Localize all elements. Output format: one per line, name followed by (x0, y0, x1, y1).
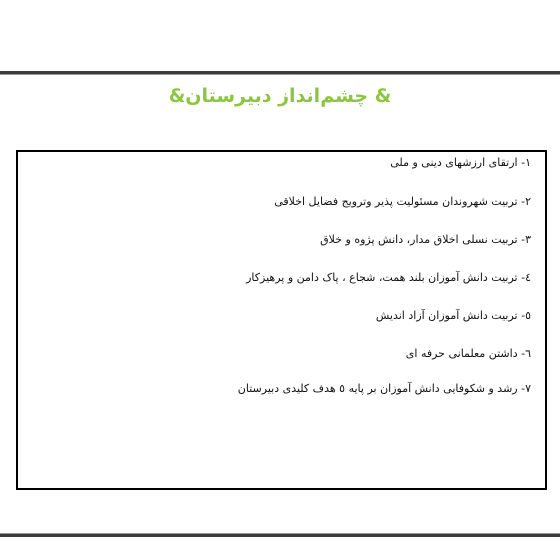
vision-list-box (16, 150, 547, 490)
page-title: & چشم‌انداز دبیرستان& (168, 85, 392, 107)
list-item-3: ۳- تربیت نسلی اخلاق مدار، دانش پژوه و خلاق (320, 233, 531, 246)
list-item-6: ٦- داشتن معلمانی حرفه ای (405, 347, 531, 360)
list-item-2: ۲- تربیت شهروندان مسئولیت پذیر وترویج فضایل اخلاقی (274, 195, 531, 208)
bottom-divider (0, 533, 560, 537)
list-item-4: ٤- تربیت دانش آموزان بلند همت، شجاع ، پاک دامن و پرهیزکار (246, 271, 531, 284)
list-item-1: ۱- ارتقای ارزشهای دینی و ملی (390, 156, 531, 169)
list-item-7: ۷- رشد و شکوفایی دانش آموزان بر پایه ٥ هدف کلیدی دبیرستان (237, 382, 531, 395)
top-divider (0, 71, 560, 75)
list-item-5: ٥- تربیت دانش آموزان آزاد اندیش (375, 309, 531, 322)
